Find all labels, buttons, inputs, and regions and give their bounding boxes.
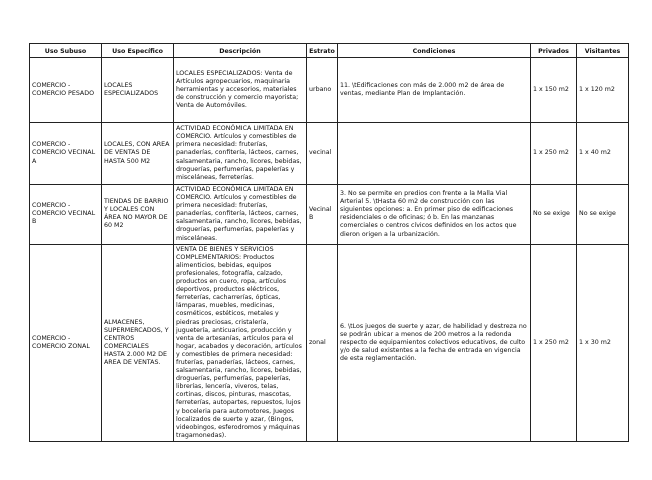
cell-visitantes: 1 x 30 m2 <box>577 244 629 441</box>
cell-privados: 1 x 250 m2 <box>531 244 577 441</box>
table-row <box>30 185 629 245</box>
cell-descripcion: ACTIVIDAD ECONÓMICA LIMITADA EN COMERCIO. Artículos y comestibles de primera necesidad: fruterías, panaderías, confitería, lácteos, carnes, salsamentaria, rancho, licores, bebidas, droguerías, perfumerías, papelerías y misceláneas. <box>174 185 307 245</box>
header-privados: Privados <box>531 44 577 58</box>
header-especifico: Uso Específico <box>102 44 174 58</box>
cell-subuso: COMERCIO - COMERCIO VECINAL B <box>30 185 102 245</box>
cell-especifico: ALMACENES, SUPERMERCADOS, Y CENTROS COMERCIALES HASTA 2.000 M2 DE AREA DE VENTAS. <box>102 244 174 441</box>
document-page <box>29 47 628 439</box>
table-row <box>30 244 629 441</box>
header-visitantes: Visitantes <box>577 44 629 58</box>
cell-visitantes: No se exige <box>577 185 629 245</box>
cell-especifico: TIENDAS DE BARRIO Y LOCALES CON ÁREA NO MAYOR DE 60 M2 <box>102 185 174 245</box>
header-condiciones: Condiciones <box>338 44 531 58</box>
cell-condiciones: 6. \tLos juegos de suerte y azar, de habilidad y destreza no se podrán ubicar a menos de 200 metros a la redonda respecto de equipamientos colectivos educativos, de culto y/o de salud existentes a la fecha de entrada en vigencia de esta reglamentación. <box>338 244 531 441</box>
header-estrato: Estrato <box>307 44 338 58</box>
header-subuso: Uso Subuso <box>30 44 102 58</box>
cell-subuso: COMERCIO - COMERCIO VECINAL A <box>30 123 102 185</box>
cell-estrato: urbano <box>307 58 338 123</box>
cell-subuso: COMERCIO - COMERCIO ZONAL <box>30 244 102 441</box>
cell-estrato: zonal <box>307 244 338 441</box>
cell-especifico: LOCALES ESPECIALIZADOS <box>102 58 174 123</box>
header-descripcion: Descripción <box>174 44 307 58</box>
cell-estrato: vecinal <box>307 123 338 185</box>
cell-visitantes: 1 x 120 m2 <box>577 58 629 123</box>
cell-condiciones: 3. No se permite en predios con frente a la Malla Vial Arterial 5. \tHasta 60 m2 de construcción con las siguientes opciones: a. En primer piso de edificaciones residenciales o de oficinas; ó b. En las manzanas comerciales o centros cívicos definidos en los actos que dieron origen a la urbanización. <box>338 185 531 245</box>
table-row <box>30 58 629 123</box>
cell-descripcion: VENTA DE BIENES Y SERVICIOS COMPLEMENTARIOS: Productos alimenticios, bebidas, equipos profesionales, fotografía, calzado, productos en cuero, ropa, artículos deportivos, productos eléctricos, ferreterías, cacharrerías, ópticas, lámparas, muebles, medicinas, cosméticos, estéticos, metales y piedras preciosas, cristalería, juguetería, anticuarios, producción y venta de artesanías, artículos para el hogar, acabados y decoración, artículos y comestibles de primera necesidad: fruterías, panaderías, lácteos, carnes, salsamentaria, rancho, licores, bebidas, droguerías, perfumerías, papelerías, librerías, lencería, viveros, telas, cortinas, discos, pinturas, mascotas, ferreterías, autopartes, repuestos, lujos y boceleria para automotores, Juegos localizados de suerte y azar, (Bingos, videobingos, esferodromos y máquinas tragamonedas). <box>174 244 307 441</box>
cell-subuso: COMERCIO - COMERCIO PESADO <box>30 58 102 123</box>
land-use-table <box>29 43 629 442</box>
cell-especifico: LOCALES, CON AREA DE VENTAS DE HASTA 500 M2 <box>102 123 174 185</box>
cell-privados: 1 x 150 m2 <box>531 58 577 123</box>
cell-estrato: Vecinal B <box>307 185 338 245</box>
cell-descripcion: ACTIVIDAD ECONÓMICA LIMITADA EN COMERCIO. Artículos y comestibles de primera necesidad: fruterías, panaderías, confitería, lácteos, carnes, salsamentaria, rancho, licores, bebidas, droguerías, perfumerías, papelerías y misceláneas, ferreterías. <box>174 123 307 185</box>
cell-condiciones <box>338 123 531 185</box>
cell-descripcion: LOCALES ESPECIALIZADOS: Venta de Artículos agropecuarios, maquinaria herramientas y accesorios, materiales de construcción y comercio mayorista; Venta de Automóviles. <box>174 58 307 123</box>
table-row <box>30 123 629 185</box>
cell-privados: 1 x 250 m2 <box>531 123 577 185</box>
header-row <box>30 44 629 58</box>
cell-visitantes: 1 x 40 m2 <box>577 123 629 185</box>
cell-condiciones: 11. \tEdificaciones con más de 2.000 m2 de área de ventas, mediante Plan de Implantación. <box>338 58 531 123</box>
cell-privados: No se exige <box>531 185 577 245</box>
